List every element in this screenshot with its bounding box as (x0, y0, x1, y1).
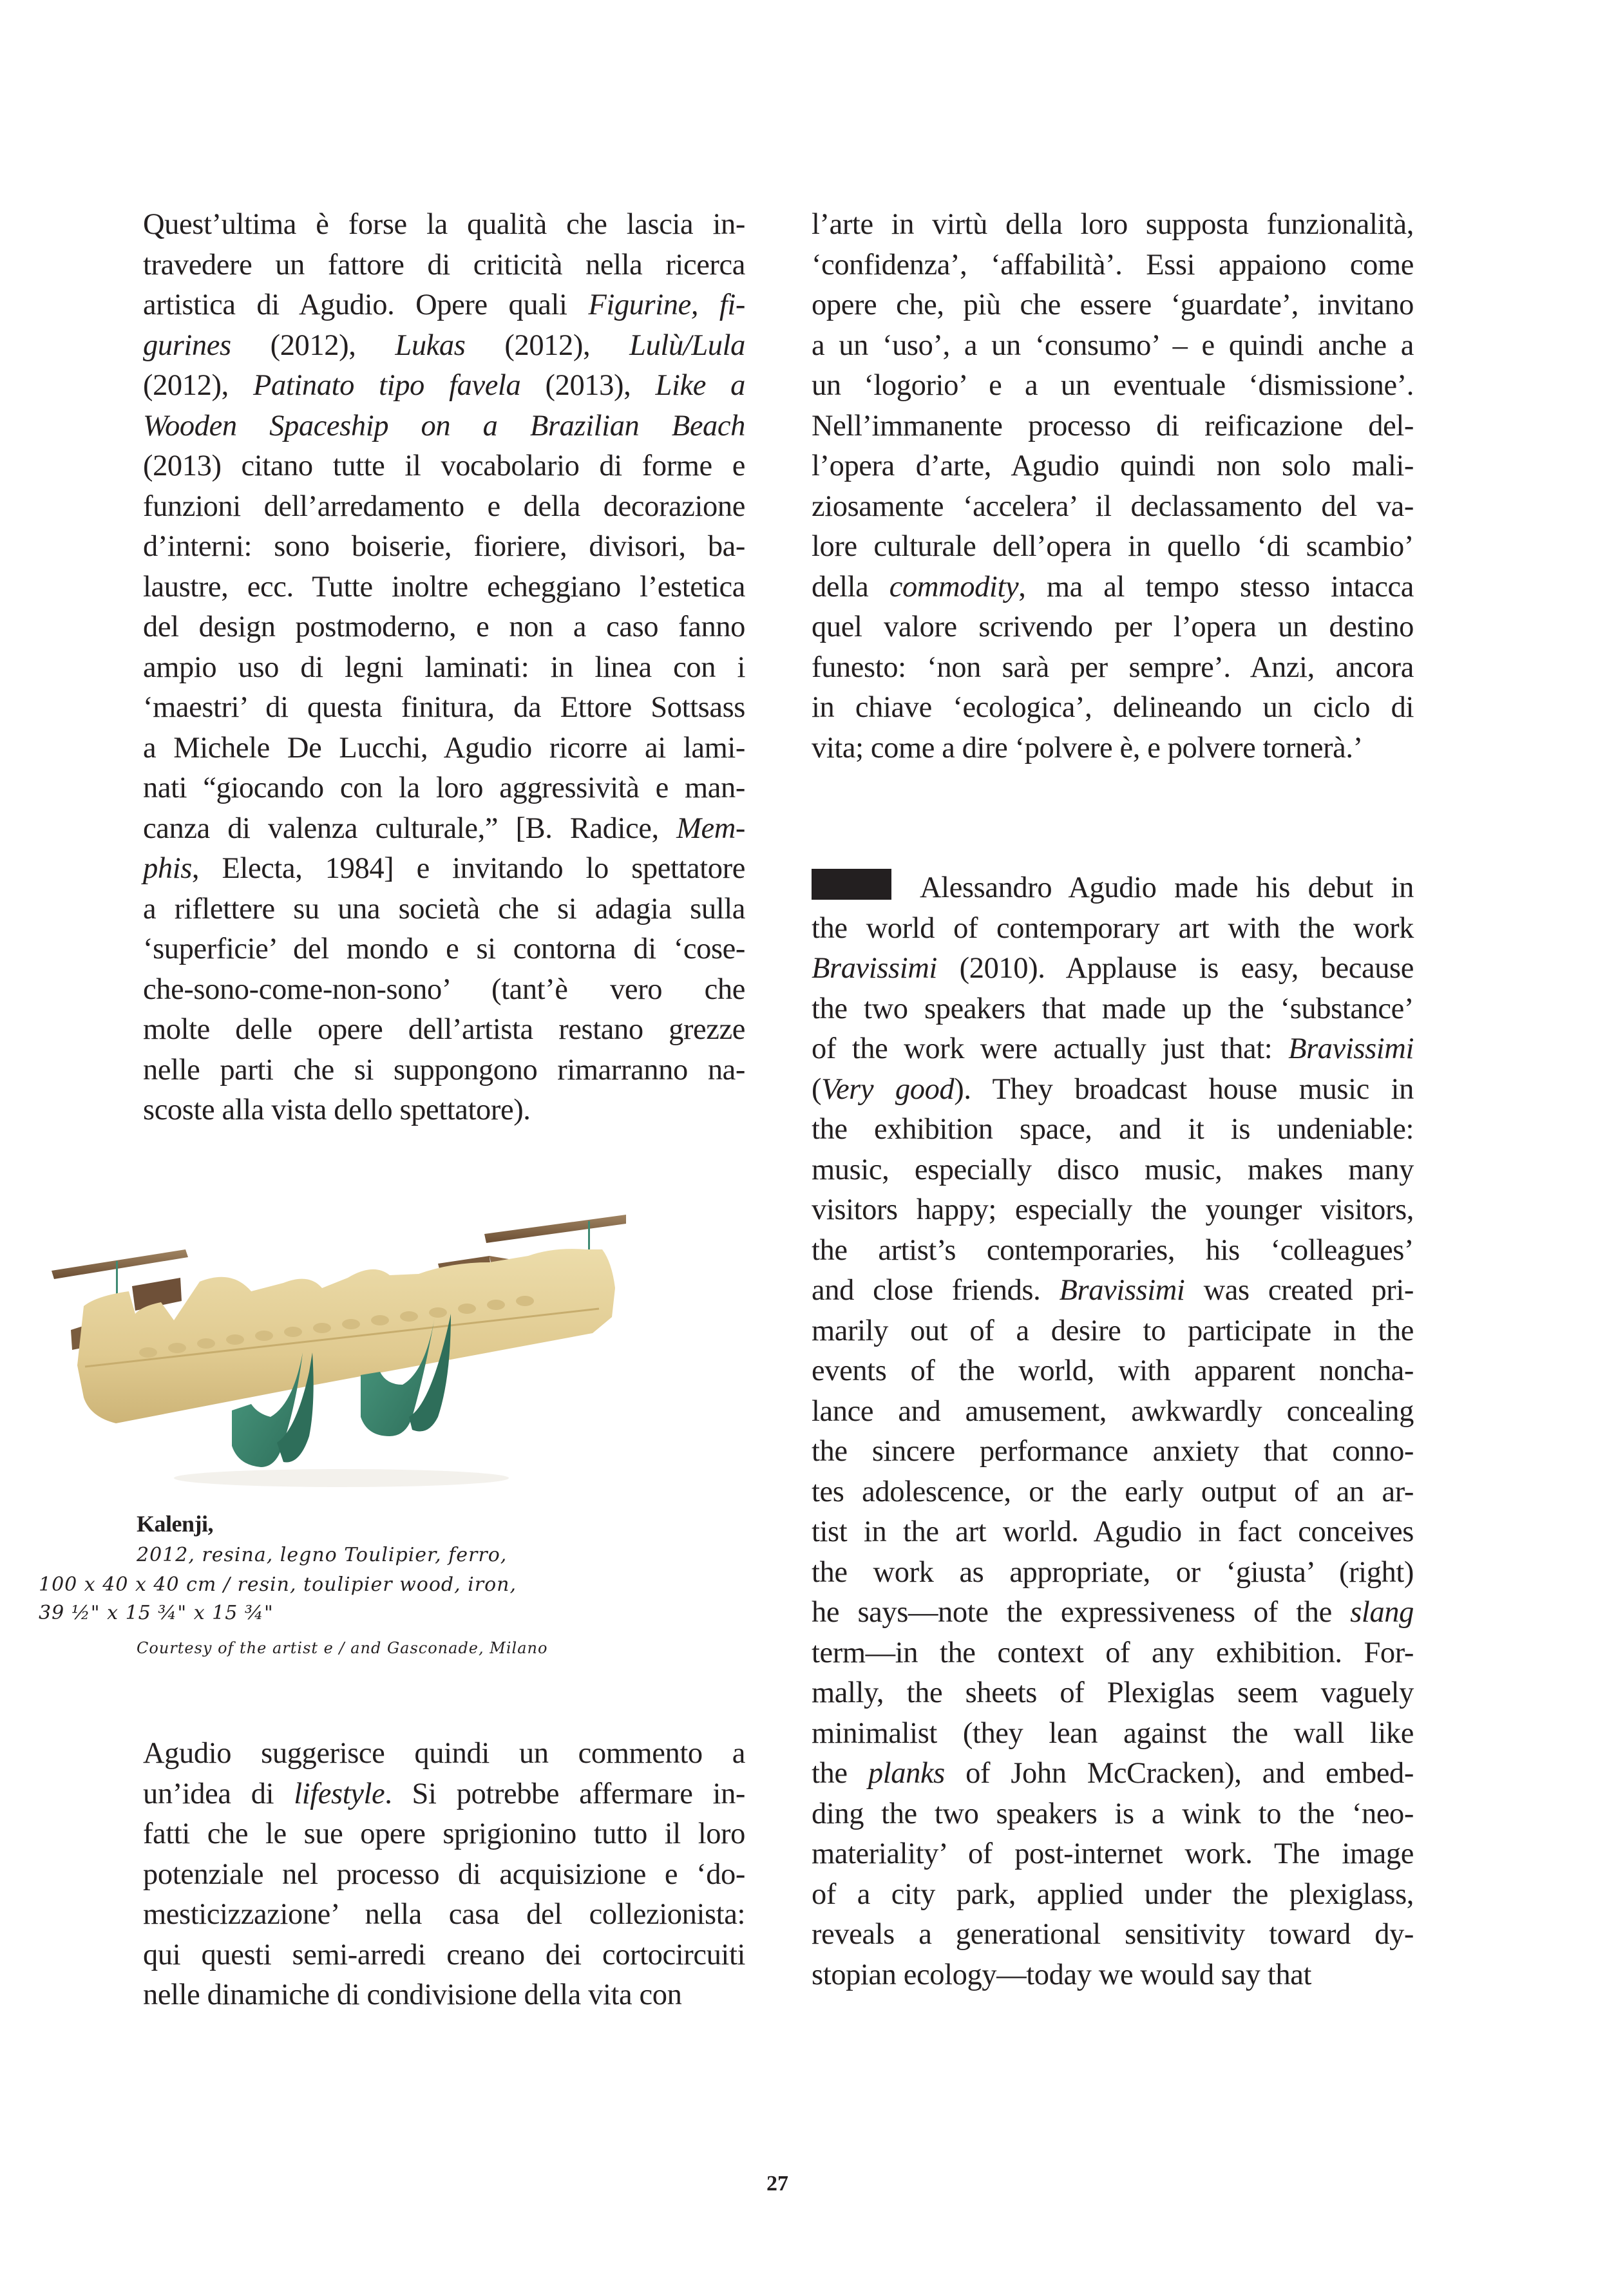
text-line: un ‘logorio’ e a un eventuale ‘dismissione’. (812, 369, 1414, 402)
text-line: ‘confidenza’, ‘affabilità’. Essi appaiono come (812, 248, 1414, 281)
caption-courtesy: Courtesy of the artist e / and Gasconade, Milano (137, 1639, 548, 1657)
text-line: of a city park, applied under the plexiglass, (812, 1877, 1414, 1911)
caption-line-dimensions-cm: 100 x 40 x 40 cm / resin, toulipier wood, iron, (39, 1573, 517, 1596)
text-line: gurines (2012), Lukas (2012), Lulù/Lula (143, 328, 746, 362)
text-line: Wooden Spaceship on a Brazilian Beach (143, 409, 745, 442)
text-line: events of the world, with apparent noncha- (812, 1354, 1414, 1387)
text-line: mally, the sheets of Plexiglas seem vaguely (812, 1676, 1414, 1709)
text-line: a Michele De Lucchi, Agudio ricorre ai lami- (143, 731, 745, 764)
text-line: fatti che le sue opere sprigionino tutto il loro (143, 1817, 745, 1850)
artwork-photo-kalenji (39, 1159, 799, 1494)
text-line: funzioni dell’arredamento e della decorazione (143, 489, 745, 523)
text-line: phis, Electa, 1984] e invitando lo spettatore (143, 852, 745, 885)
text-line: the world of contemporary art with the work (812, 911, 1414, 945)
text-line: Alessandro Agudio made his debut in (812, 868, 1414, 909)
text-line: the exhibition space, and it is undeniable: (812, 1113, 1414, 1146)
text-line: the planks of John McCracken), and embed- (812, 1757, 1414, 1790)
section-marker-block (812, 869, 891, 900)
text-line: molte delle opere dell’artista restano grezze (143, 1013, 745, 1046)
text-line: (2013) citano tutte il vocabolario di forme e (143, 450, 745, 482)
left-column-paragraph-1 (143, 205, 745, 1131)
text-line: ‘maestri’ di questa finitura, da Ettore Sottsass (143, 691, 745, 724)
text-line: opere che, più che essere ‘guardate’, invitano (812, 289, 1414, 321)
sculpture-illustration (39, 1159, 799, 1494)
text-line: in chiave ‘ecologica’, delineando un ciclo di (812, 691, 1414, 724)
text-line: the sincere performance anxiety that conno- (812, 1435, 1414, 1468)
text-line: Nell’immanente processo di reificazione del- (812, 409, 1414, 442)
text-line: reveals a generational sensitivity toward dy- (812, 1918, 1414, 1951)
text-line: della commodity, ma al tempo stesso intacca (812, 570, 1414, 603)
text-line: del design postmoderno, e non a caso fanno (143, 611, 745, 643)
text-line: (2012), Patinato tipo favela (2013), Like a (143, 369, 745, 402)
text-line: visitors happy; especially the younger visitors, (812, 1193, 1414, 1226)
text-line: ampio uso di legni laminati: in linea con i (143, 650, 745, 684)
text-line: ding the two speakers is a wink to the ‘neo- (812, 1797, 1414, 1830)
text-line: a riflettere su una società che si adagia sulla (143, 892, 745, 925)
text-line: the two speakers that made up the ‘substance’ (812, 992, 1414, 1025)
text-line: a un ‘uso’, a un ‘consumo’ – e quindi anche a (812, 328, 1414, 362)
right-column-english-section (812, 868, 1414, 1995)
text-line: and close friends. Bravissimi was created pri- (812, 1274, 1414, 1307)
text-line: funesto: ‘non sarà per sempre’. Anzi, ancora (812, 650, 1414, 684)
text-line: tes adolescence, or the early output of an ar- (812, 1475, 1414, 1508)
text-line: artistica di Agudio. Opere quali Figurine, fi- (143, 289, 745, 321)
text-line: the work as appropriate, or ‘giusta’ (right) (812, 1555, 1414, 1589)
text-line: qui questi semi-arredi creano dei cortocircuiti (143, 1938, 745, 1971)
left-column-paragraph-2 (143, 1734, 745, 2016)
text-line: canza di valenza culturale,” [B. Radice, Mem- (143, 811, 745, 845)
text-line: lance and amusement, awkwardly concealing (812, 1394, 1414, 1428)
text-line: the artist’s contemporaries, his ‘colleagues’ (812, 1233, 1414, 1267)
text-line: Bravissimi (2010). Applause is easy, because (812, 952, 1414, 985)
text-line: marily out of a desire to participate in the (812, 1314, 1414, 1347)
text-line: minimalist (they lean against the wall like (812, 1716, 1414, 1750)
text-line: Quest’ultima è forse la qualità che lascia in- (143, 208, 745, 241)
text-line: scoste alla vista dello spettatore). (143, 1094, 531, 1126)
text-line: ‘superficie’ del mondo e si contorna di ‘cose- (143, 933, 745, 965)
page-number: 27 (766, 2172, 788, 2196)
text-line: vita; come a dire ‘polvere è, e polvere tornerà.’ (812, 731, 1363, 764)
text-line: stopian ecology—today we would say that (812, 1958, 1312, 1991)
text-line: potenziale nel processo di acquisizione e ‘do- (143, 1857, 745, 1891)
text-line: nelle dinamiche di condivisione della vita con (143, 1978, 682, 2011)
text-line: d’interni: sono boiserie, fioriere, divisori, ba- (143, 530, 745, 563)
text-line: (Very good). They broadcast house music in (812, 1072, 1414, 1106)
text-line: ziosamente ‘accelera’ il declassamento del va- (812, 489, 1414, 523)
text-line: l’opera d’arte, Agudio quindi non solo mali- (812, 450, 1414, 482)
text-line: che-sono-come-non-sono’ (tant’è vero che (143, 972, 745, 1006)
text-line: l’arte in virtù della loro supposta funzionalità, (812, 208, 1414, 241)
text-line: laustre, ecc. Tutte inoltre echeggiano l’estetica (143, 570, 745, 603)
text-line: music, especially disco music, makes many (812, 1153, 1414, 1186)
text-line: mesticizzazione’ nella casa del collezionista: (143, 1898, 745, 1931)
text-line: travedere un fattore di criticità nella ricerca (143, 248, 745, 281)
caption-line-dimensions-in: 39 ½" x 15 ¾" x 15 ¾" (39, 1602, 274, 1624)
text-line: nati “giocando con la loro aggressività e man- (143, 772, 745, 804)
text-line: tist in the art world. Agudio in fact conceives (812, 1515, 1414, 1548)
text-line: term—in the context of any exhibition. For- (812, 1636, 1414, 1669)
text-line: he says—note the expressiveness of the slang (812, 1596, 1414, 1629)
caption-line-materials-it: 2012, resina, legno Toulipier, ferro, (137, 1544, 508, 1566)
text-line: nelle parti che si suppongono rimarranno na- (143, 1053, 745, 1086)
text-line: materiality’ of post-internet work. The image (812, 1837, 1414, 1870)
text-line: Agudio suggerisce quindi un commento a (143, 1737, 745, 1770)
text-line: quel valore scrivendo per l’opera un destino (812, 611, 1414, 643)
text-line: un’idea di lifestyle. Si potrebbe affermare in- (143, 1777, 746, 1810)
text-line: of the work were actually just that: Bravissimi (812, 1032, 1414, 1065)
right-column-paragraph-1 (812, 205, 1414, 768)
caption-title: Kalenji, (137, 1511, 213, 1537)
text-line: lore culturale dell’opera in quello ‘di scambio’ (812, 530, 1414, 563)
